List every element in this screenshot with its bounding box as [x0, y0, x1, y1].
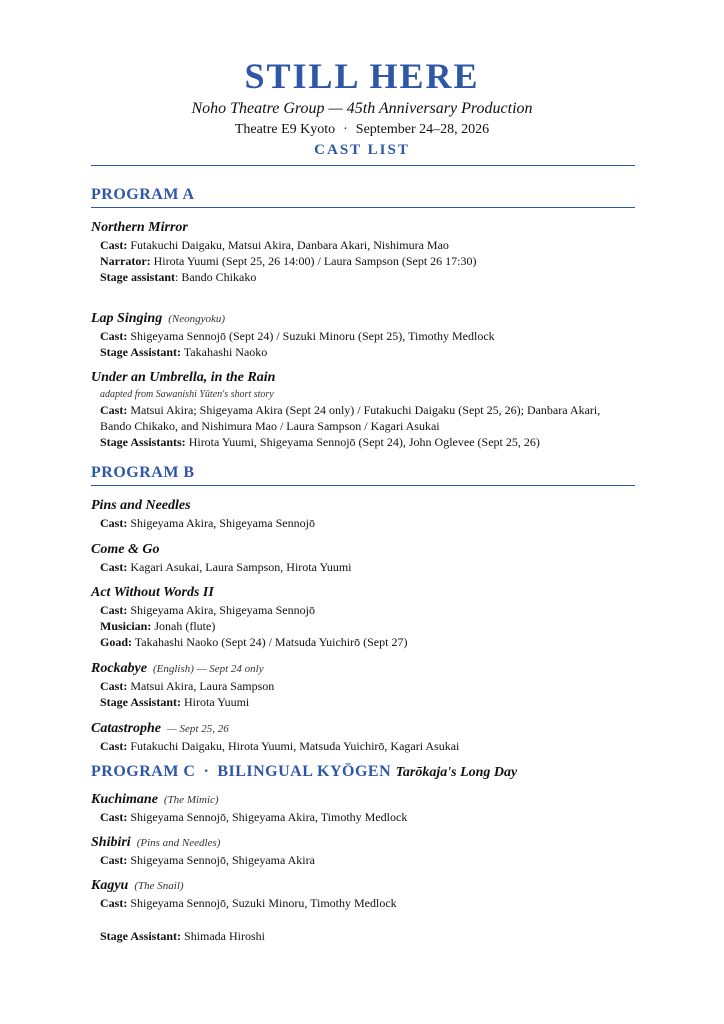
piece-title-kuchimane — [91, 791, 219, 809]
piece-title-come-and-go: Come & Go — [91, 542, 160, 557]
shibiri-note: (Pins and Needles) — [136, 837, 221, 849]
musician-label: Musician: — [100, 619, 152, 633]
stage-assistants-names: Hirota Yuumi, Shigeyama Sennojō (Sept 24), John Oglevee (Sept 25, 26) — [185, 435, 540, 449]
piece-title-northern-mirror: Northern Mirror — [91, 220, 188, 235]
cast-label: Cast: — [100, 603, 128, 617]
program-c-heading — [91, 762, 517, 783]
stage-assistant-name: Takahashi Naoko — [181, 345, 268, 359]
cast-names: Kagari Asukai, Laura Sampson, Hirota Yuumi — [127, 560, 352, 574]
piece-title-kagyu — [91, 877, 184, 895]
program-c-separator: · — [203, 763, 210, 780]
performance-dates: September 24–28, 2026 — [355, 122, 490, 137]
cast-label: Cast: — [100, 403, 128, 417]
cast-label: Cast: — [100, 810, 128, 824]
piece-title-under-an-umbrella: Under an Umbrella, in the Rain — [91, 370, 276, 385]
cast-names: Matsui Akira; Shigeyama Akira (Sept 24 only) / Futakuchi Daigaku (Sept 25, 26); Danbara Akari, Bando Chikako, and Nishimura Mao / Laura Sampson / Kagari Asukai — [100, 403, 601, 433]
cast-label: Cast: — [100, 853, 128, 867]
kagyu-cast — [100, 895, 397, 911]
pins-and-needles-cast — [100, 515, 315, 531]
narrator-names: Hirota Yuumi (Sept 25, 26 14:00) / Laura Sampson (Sept 26 17:30) — [150, 254, 477, 268]
shibiri-cast — [100, 852, 315, 868]
stage-assistant-label: Stage assistant — [100, 270, 176, 284]
piece-title-catastrophe — [91, 720, 229, 738]
catastrophe-cast — [100, 738, 459, 754]
stage-assistant-name: : Bando Chikako — [175, 270, 257, 284]
cast-list-heading: CAST LIST — [314, 142, 410, 158]
kuchimane-cast — [100, 809, 407, 825]
come-and-go-cast — [100, 559, 352, 575]
cast-names: Shigeyama Sennojō, Shigeyama Akira, Timothy Medlock — [127, 810, 408, 824]
page-title: STILL HERE — [244, 56, 480, 96]
cast-label: Cast: — [100, 238, 128, 252]
cast-names: Shigeyama Akira, Shigeyama Sennojō — [127, 516, 315, 530]
lap-singing-cast — [100, 328, 495, 344]
kuchimane-title: Kuchimane — [91, 792, 158, 807]
cast-label: Cast: — [100, 679, 128, 693]
stage-assistant-label: Stage Assistant: — [100, 345, 182, 359]
northern-mirror-narrator — [100, 253, 477, 269]
program-a-divider — [91, 207, 635, 208]
rockabye-stage-assistant — [100, 694, 249, 710]
cast-names: Shigeyama Sennojō (Sept 24) / Suzuki Minoru (Sept 25), Timothy Medlock — [127, 329, 495, 343]
lap-singing-stage-assistant — [100, 344, 267, 360]
act-without-words-musician — [100, 618, 215, 634]
stage-assistant-label: Stage Assistant: — [100, 695, 182, 709]
piece-title-lap-singing — [91, 310, 225, 328]
venue-name: Theatre E9 Kyoto — [234, 122, 336, 137]
northern-mirror-cast — [100, 237, 449, 253]
program-c-tagline: Tarōkaja's Long Day — [395, 765, 518, 780]
piece-title-pins-and-needles: Pins and Needles — [91, 498, 191, 513]
act-without-words-cast — [100, 602, 315, 618]
production-subtitle: Noho Theatre Group — 45th Anniversary Production — [191, 100, 533, 117]
header-divider — [91, 165, 635, 166]
catastrophe-note: — Sept 25, 26 — [167, 723, 229, 735]
shibiri-title: Shibiri — [91, 835, 131, 850]
program-b-heading: PROGRAM B — [91, 464, 195, 481]
goad-label: Goad: — [100, 635, 133, 649]
venue-line — [0, 121, 724, 139]
program-c-subheading: BILINGUAL KYŌGEN — [217, 763, 392, 780]
rockabye-cast — [100, 678, 274, 694]
stage-assistant-label: Stage Assistant: — [100, 929, 182, 943]
kagyu-note: (The Snail) — [134, 880, 184, 892]
cast-names: Matsui Akira, Laura Sampson — [127, 679, 275, 693]
cast-label: Cast: — [100, 896, 128, 910]
program-a-heading: PROGRAM A — [91, 186, 195, 203]
stage-assistants-label: Stage Assistants: — [100, 435, 186, 449]
stage-assistant-name: Shimada Hiroshi — [181, 929, 266, 943]
umbrella-stage-assistants — [100, 434, 540, 450]
cast-label: Cast: — [100, 516, 128, 530]
cast-names: Shigeyama Sennojō, Suzuki Minoru, Timothy Medlock — [127, 896, 397, 910]
rockabye-title: Rockabye — [91, 661, 147, 676]
cast-names: Futakuchi Daigaku, Matsui Akira, Danbara Akari, Nishimura Mao — [127, 238, 449, 252]
kuchimane-note: (The Mimic) — [163, 794, 219, 806]
program-b-divider — [91, 485, 635, 486]
piece-title-rockabye — [91, 660, 264, 678]
program-c-label: PROGRAM C — [91, 763, 196, 780]
rockabye-note: (English) — Sept 24 only — [152, 663, 264, 675]
act-without-words-goad — [100, 634, 407, 650]
narrator-label: Narrator: — [100, 254, 151, 268]
cast-label: Cast: — [100, 329, 128, 343]
kagyu-title: Kagyu — [91, 878, 129, 893]
cast-label: Cast: — [100, 739, 128, 753]
goad-names: Takahashi Naoko (Sept 24) / Matsuda Yuichirō (Sept 27) — [132, 635, 408, 649]
lap-singing-note: (Neongyoku) — [168, 313, 226, 325]
catastrophe-title: Catastrophe — [91, 721, 162, 736]
lap-singing-title: Lap Singing — [91, 311, 163, 326]
stage-assistant-name: Hirota Yuumi — [181, 695, 250, 709]
cast-names: Shigeyama Akira, Shigeyama Sennojō — [127, 603, 315, 617]
cast-names: Futakuchi Daigaku, Hirota Yuumi, Matsuda Yuichirō, Kagari Asukai — [127, 739, 460, 753]
cast-names: Shigeyama Sennojō, Shigeyama Akira — [127, 853, 315, 867]
adaptation-credit: adapted from Sawanishi Yūten's short story — [100, 389, 274, 400]
kagyu-stage-assistant — [100, 928, 265, 944]
piece-title-act-without-words: Act Without Words II — [91, 585, 214, 600]
northern-mirror-stage-assistant — [100, 269, 256, 285]
musician-name: Jonah (flute) — [151, 619, 216, 633]
cast-label: Cast: — [100, 560, 128, 574]
umbrella-cast — [100, 402, 620, 434]
venue-separator: · — [343, 122, 348, 137]
piece-title-shibiri — [91, 834, 220, 852]
